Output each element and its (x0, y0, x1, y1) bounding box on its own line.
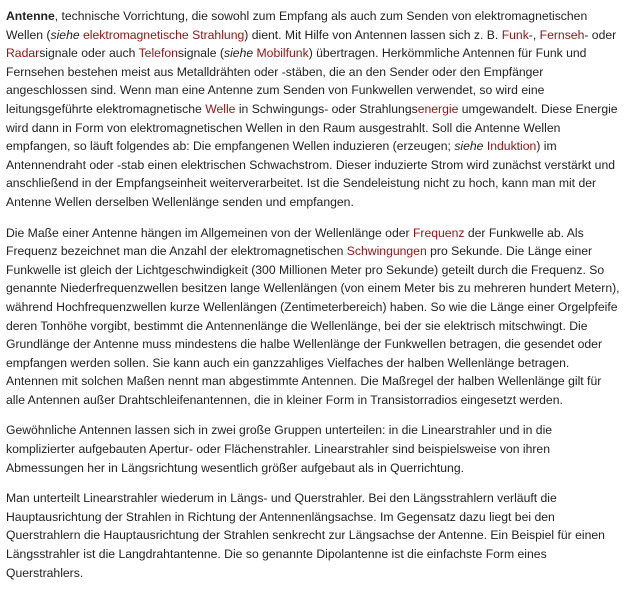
article-paragraph (6, 7, 621, 212)
see-also-marker: siehe (50, 27, 80, 42)
link-radar[interactable]: Radar (6, 46, 40, 61)
article-headword: Antenne (6, 9, 55, 23)
see-also-marker: siehe (454, 139, 484, 154)
article-paragraph (6, 224, 621, 410)
link-elektromagnetische-strahlung[interactable]: elektromagnetische Strahlung (83, 27, 245, 42)
link-telefon[interactable]: Telefon (138, 46, 178, 61)
article-paragraph (6, 489, 621, 582)
link-induktion[interactable]: Induktion (486, 139, 537, 154)
text-segment: , technische Vorrichtung, die sowohl zum Empfang als auch zum Senden von elektromagnetischen Wellen ( (6, 9, 588, 42)
text-segment: ) dient. Mit Hilfe von Antennen lassen sich z. B. (244, 27, 502, 42)
text-segment: umgewandelt. Diese Energie wird dann in Form von elektromagnetischen Wellen in den Raum ausgestrahlt. Soll die Antenne Wellen empfangen, so läuft folgendes ab: Die empfangenen Wellen induzieren (erzeugen; (6, 101, 618, 154)
link-fernseh[interactable]: Fernseh (539, 27, 585, 42)
see-also-marker: siehe (223, 46, 254, 61)
article-paragraph (6, 421, 621, 477)
link-mobilfunk[interactable]: Mobilfunk (256, 46, 309, 61)
text-segment: Man unterteilt Linearstrahler wiederum in Längs- und Querstrahler. Bei den Längsstrahlern verläuft die Hauptausrichtung der Strahlen in Richtung der Antennenlängsachse. Im Gegensatz dazu liegt bei den Querstrahlern die Hauptausrichtung der Strahlen senkrecht zur Längsachse der Antenne. Ein Beispiel für einen Längsstrahler ist die Langdrahtantenne. Die so genannte Dipolantenne ist die einfachste Form eines Querstrahlers. (6, 491, 605, 580)
text-segment: ) übertragen. Herkömmliche Antennen für Funk und Fernsehen bestehen meist aus Metalldrähten oder -stäben, die an den Sender oder den Empfänger angeschlossen sind. Wenn man eine Antenne zum Senden von Funkwellen verwendet, so wird eine leitungsgeführte elektromagnetische (6, 46, 587, 116)
text-segment: in Schwingungs- oder Strahlungs (235, 101, 418, 116)
text-segment: -, (528, 27, 540, 42)
link-frequenz[interactable]: Frequenz (412, 225, 465, 240)
text-segment: Die Maße einer Antenne hängen im Allgemeinen von der Wellenlänge oder (6, 225, 413, 240)
text-segment: pro Sekunde. Die Länge einer Funkwelle ist gleich der Lichtgeschwindigkeit (300 Millionen Meter pro Sekunde) geteilt durch die Frequenz. So genannte Niederfrequenzwellen besitzen lange Wellenlängen (von einem Meter bis zu mehreren hundert Metern), während Hochfrequenzwellen kurze Wellenlängen (Zentimeterbereich) haben. So wie die Länge einer Orgelpfeife deren Tonhöhe vorgibt, bestimmt die Antennenlänge die Wellenlänge, bei der sie elektrisch mitschwingt. Die Grundlänge der Antenne muss mindestens die halbe Wellenlänge der Funkwellen betragen, die gesendet oder empfangen werden sollen. Sie kann auch ein ganzzahliges Vielfaches der halben Wellenlänge betragen. Antennen mit solchen Maßen nennt man abgestimmte Antennen. Die Maßregel der halben Wellenlänge gilt für alle Antennen außer Drahtschleifenantennen, die in kleiner Form in Transistorradios eingesetzt werden. (6, 244, 620, 407)
text-segment: der Funkwelle ab. Als Frequenz bezeichnet man die Anzahl der elektromagnetischen (6, 225, 584, 259)
text-segment: signale ( (177, 46, 224, 61)
link-schwingungen[interactable]: Schwingungen (346, 244, 427, 259)
link-welle[interactable]: Welle (205, 101, 236, 116)
link-funk[interactable]: Funk (501, 27, 529, 42)
link-energie[interactable]: energie (417, 101, 459, 116)
text-segment: - oder (584, 27, 617, 42)
text-segment: ) im Antennendraht oder -stab einen elektrischen Schwachstrom. Dieser induzierte Strom wird zunächst verstärkt und anschließend in der Empfangseinheit weiterverarbeitet. Ist die Sendeleistung nicht zu hoch, kann man mit der Antenne Wellen derselben Wellenlänge senden und empfangen. (6, 139, 615, 209)
text-segment: signale oder auch (39, 46, 139, 61)
text-segment: Gewöhnliche Antennen lassen sich in zwei große Gruppen unterteilen: in die Linearstrahler und in die komplizierter aufgebauten Apertur- oder Flächenstrahler. Linearstrahler sind beispielsweise von ihren Abmessungen her in Längsrichtung wesentlich größer aufgebaut als in Querrichtung. (6, 423, 553, 475)
